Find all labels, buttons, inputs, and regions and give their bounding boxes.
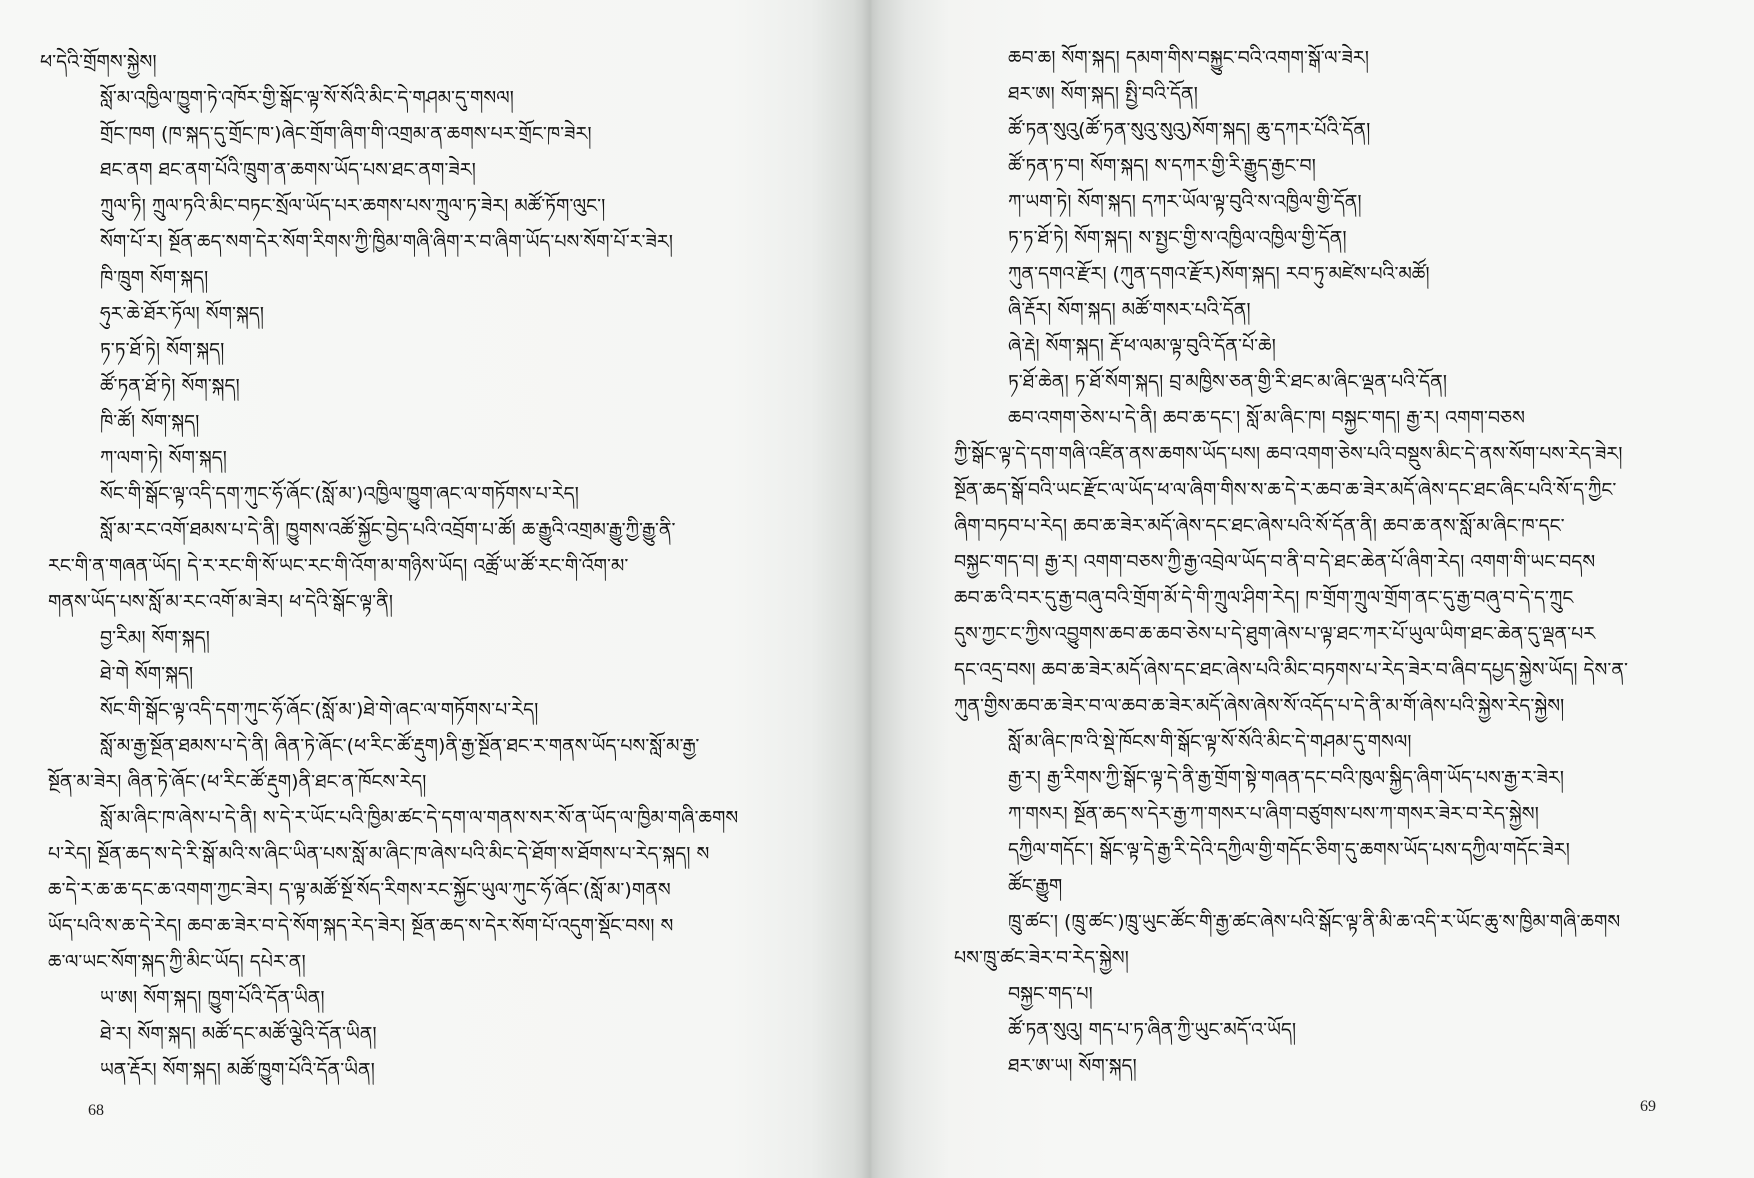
text-line: དཀྱིལ་གདོང་། སྒོང་ལྟ་དེ་རྒྱ་རི་དེའི་དཀྱིལ་གྱི་གདོང་ཅིག་དུ་ཆགས་ཡོད་པས་དཀྱིལ་གདོང་ཟེར།	[1008, 839, 1570, 861]
text-line: སོང་གི་སྒོང་ལྟ་འདི་དག་ཀུང་ཧོ་ཞོང་(སློ་མ་)འཁྱིལ་ཁྱུག་ཞང་ལ་གཏོགས་པ་རེད།	[100, 483, 579, 505]
text-line: ཆ་ལ་ཡང་སོག་སྐད་ཀྱི་མིང་ཡོད། དཔེར་ན།	[48, 951, 306, 973]
text-line: ཐེ་གེ སོག་སྐད།	[100, 663, 194, 685]
text-line: ཚོ་ཏན་སུའུ། གད་པ་ཏ་ཞིན་ཀྱི་ཡུང་མདོ་འ་ཡོད།	[1008, 1019, 1297, 1041]
text-line: ཧུར་ཆེ་ཐོར་ཏོལ། སོག་སྐད།	[100, 303, 265, 325]
text-line: སློ་མ་ཞིང་ཁ་འི་སྡེ་ཁོངས་གི་སྒོང་ལྟ་སོ་སོའི་མིང་དེ་གཤམ་དུ་གསལ།	[1008, 731, 1412, 753]
text-line: ཏ་ཏ་ཐོ་ཏེ། སོག་སྐད།	[100, 339, 225, 361]
text-line: ཆབ་འགག་ཅེས་པ་དེ་ནི། ཆབ་ཆ་དང་། སློ་མ་ཞིང་ཁ། བསྐྱང་གད། རྒྱ་ར། འགག་བཅས	[1008, 407, 1525, 429]
text-line: ཐང་ནག ཐང་ནག་པོའི་ཁྲུག་ན་ཆགས་ཡོད་པས་ཐང་ནག་ཟེར།	[100, 159, 476, 181]
text-line: སྔོན་ཆད་སྒོ་བའི་ཡང་རྫོང་ལ་ཡོད་ཕ་ལ་ཞིག་གིས་ས་ཆ་དེ་ར་ཆབ་ཆ་ཟེར་མདོ་ཞེས་དང་ཐང་ཞིང་པའི་སོ་ད་ཀྱིང་	[954, 479, 1617, 501]
text-line: ཀ་ལག་ཏེ། སོག་སྐད།	[100, 447, 227, 469]
text-line: སློ་མ་འཁྱིལ་ཁྱུག་ཏེ་འཁོར་གྱི་སྒོང་ལྟ་སོ་སོའི་མིང་དེ་གཤམ་དུ་གསལ།	[100, 87, 514, 109]
right-page	[880, 0, 1754, 1178]
text-line: སོག་པོ་ར། སྔོན་ཆད་སག་དེར་སོག་རིགས་ཀྱི་ཁྱིམ་གཞི་ཞིག་ར་བ་ཞིག་ཡོད་པས་སོག་པོ་ར་ཟེར།	[100, 231, 673, 253]
text-line: བསྐྱང་གད་པ།	[1008, 983, 1093, 1005]
text-line: ཞེ་རྡེ། སོག་སྐད། རྡོ་ཕ་ལམ་ལྟ་བུའི་དོན་པོ་ཆེ།	[1008, 335, 1276, 357]
book-gutter	[862, 0, 880, 1178]
text-line: ཚོ་ཏན་ཏ་བ། སོག་སྐད། ས་དཀར་གྱི་རི་རྒྱུད་རྒྱང་བ།	[1008, 155, 1316, 177]
text-line: ཆབ་ཆ། སོག་སྐད། དམག་གིས་བསྐྱུང་བའི་འགག་སྒོ་ལ་ཟེར།	[1008, 47, 1369, 69]
text-line: ཞི་རྡོར། སོག་སྐད། མཚོ་གསར་པའི་དོན།	[1008, 299, 1251, 321]
text-line: སྔོན་མ་ཟེར། ཞིན་ཏེ་ཞོང་(ཕ་རིང་ཚོ་རྡུག)ནི་ཐང་ན་ཁོངས་རེད།	[48, 771, 427, 793]
text-line: ཀྱི་སྒོང་ལྟ་དེ་དག་གཞི་འཛིན་ནས་ཆགས་ཡོད་པས། ཆབ་འགག་ཅེས་པའི་བསྡུས་མིང་དེ་ནས་སོག་པས་རེད་ཟེར།	[954, 443, 1623, 465]
text-line: ཏ་ཐོ་ཆེན། ཏ་ཐོ་སོག་སྐད། བྲ་མཁྱིས་ཅན་གྱི་རི་ཐང་མ་ཞིང་ལྡན་པའི་དོན།	[1008, 371, 1448, 393]
text-line: རང་གི་ན་གཞན་ཡོད། དེ་ར་རང་གི་སོ་ཡང་རང་གི་འོག་མ་གཉིས་ཡོད། འཚྲོ་ཡ་ཚོ་རང་གི་འོག་མ་	[48, 555, 629, 577]
text-line: ཡན་རྡོར། སོག་སྐད། མཚོ་ཁྱུག་པོའི་དོན་ཡིན།	[100, 1059, 375, 1081]
text-line: སློ་མ་རྒྱ་སྔོན་ཐམས་པ་དེ་ནི། ཞིན་ཏེ་ཞོང་(ཕ་རིང་ཚོ་རྡུག)ནི་རྒྱ་སྔོན་ཐང་ར་གནས་ཡོད་པས་སློ་མ་རྒྱ་	[100, 735, 700, 757]
text-line: ཀྲུལ་ཏི། ཀྲུལ་ཏའི་མིང་བཏང་སྲོལ་ཡོད་པར་ཆགས་པས་ཀྲུལ་ཏ་ཟེར། མཚོ་ཏོག་ལུང་།	[100, 195, 606, 217]
text-line: ཁི་ཚོ། སོག་སྐད།	[100, 411, 200, 433]
text-line: ཁྲུ་ཚང་། (ཁྲུ་ཚང་)ཁྲུ་ཡུང་ཚོང་གི་རྒྱ་ཚང་ཞེས་པའི་སྒོང་ལྟ་ནི་མི་ཆ་འདི་ར་ཡོང་ཆུ་ས་ཁྱིམ་གཞི་ཆགས	[1008, 911, 1621, 933]
text-line: ཐེ་ར། སོག་སྐད། མཚོ་དང་མཚོ་ལྕེའི་དོན་ཡིན།	[100, 1023, 377, 1045]
text-line: སོང་གི་སྒོང་ལྟ་འདི་དག་ཀུང་ཧོ་ཞོང་(སློ་མ་)ཐེ་གེ་ཞང་ལ་གཏོགས་པ་རེད།	[100, 699, 539, 721]
text-line: གྲོང་ཁག (ཁ་སྐད་དུ་གྲོང་ཁ་)ཞེང་གྲོག་ཞིག་གི་འགྲམ་ན་ཆགས་པར་གྲོང་ཁ་ཟེར།	[100, 123, 592, 145]
text-line: ཡ་ཨ། སོག་སྐད། ཁྱུག་པོའི་དོན་ཡིན།	[100, 987, 325, 1009]
text-line: ཀུན་གྱིས་ཆབ་ཆ་ཟེར་བ་ལ་ཆབ་ཆ་ཟེར་མདོ་ཞེས་ཞེས་སོ་འདོད་པ་དེ་ནི་མ་གོ་ཞེས་པའི་སྐྱེས་རེད་སྐྱེས།	[954, 695, 1565, 717]
text-line: ཀུན་དགའ་རྫོར། (ཀུན་དགའ་རྫོར)སོག་སྐད། རབ་ཏུ་མཛེས་པའི་མཚོ།	[1008, 263, 1430, 285]
page-number-right: 69	[1640, 1098, 1656, 1115]
text-line: ཡོད་པའི་ས་ཆ་དེ་རེད། ཆབ་ཆ་ཟེར་བ་དེ་སོག་སྐད་རེད་ཟེར། སྔོན་ཆད་ས་དེར་སོག་པོ་འདུག་སྡོང་བས། ས	[48, 915, 674, 937]
text-line: ཚོ་ཏན་ཐོ་ཏེ། སོག་སྐད།	[100, 375, 240, 397]
text-line: ཆབ་ཆ་འི་བར་དུ་རྒྱ་བཞུ་བའི་གྲོག་མོ་དེ་གི་ཀྲུལ་ཤིག་རེད། ཁ་གྲོག་ཀྲུལ་གྲོག་ནང་དུ་རྒྱ་བཞུ་བ་དེ་ད་ཀྲུང	[954, 587, 1574, 609]
text-line: ཏ་ཏ་ཐོ་ཏེ། སོག་སྐད། ས་སྤྱང་གྱི་ས་འཁྱིལ་འཁྱིལ་གྱི་དོན།	[1008, 227, 1347, 249]
text-line: ཚོང་རྒྱུག	[1008, 875, 1063, 897]
text-line: ཁི་ཁྲུག སོག་སྐད།	[100, 267, 209, 289]
text-line: ཐར་ཨ་ཡ། སོག་སྐད།	[1008, 1055, 1137, 1077]
left-page	[0, 0, 862, 1178]
text-line: དང་འདྲ་བས། ཆབ་ཆ་ཟེར་མདོ་ཞེས་དང་ཐང་ཞེས་པའི་མིང་བཏགས་པ་རེད་ཟེར་བ་ཞིབ་དཔྱད་སྐྱེས་ཡོད། དེས་ན་	[954, 659, 1629, 681]
text-line: ཆ་དེ་ར་ཆ་ཆ་དང་ཆ་འགག་ཀྱང་ཟེར། ད་ལྟ་མཚོ་སྔོ་སོད་རིགས་རང་སྐྱོང་ཡུལ་ཀུང་ཧོ་ཞོང་(སློ་མ་)གནས	[48, 879, 671, 901]
text-line: ཀ་གསར། སྔོན་ཆད་ས་དེར་རྒྱ་ཀ་གསར་པ་ཞིག་བཙུགས་པས་ཀ་གསར་ཟེར་བ་རེད་སྐྱེས།	[1008, 803, 1539, 825]
text-line: རྒྱ་ར། རྒྱ་རིགས་ཀྱི་སྒོང་ལྟ་དེ་ནི་རྒྱ་གྲོག་སྟེ་གཞན་དང་བའི་ཁུལ་སྐྱིད་ཞིག་ཡོད་པས་རྒྱ་ར་ཟེར།	[1008, 767, 1564, 789]
text-line: སློ་མ་རང་འགོ་ཐམས་པ་དེ་ནི། ཁྱུགས་འཚོ་སྐྱོང་བྱེད་པའི་འབྲོག་པ་ཚོ། ཆ་རྒྱུའི་འགྲམ་རྒྱུ་ཀྱི་རྒྱུ་ནི་	[100, 519, 676, 541]
text-line: བྱ་རིམ། སོག་སྐད།	[100, 627, 210, 649]
text-line: ཐར་ཨ། སོག་སྐད། སྤྱི་བའི་དོན།	[1008, 83, 1198, 105]
text-line: སློ་མ་ཞིང་ཁ་ཞེས་པ་དེ་ནི། ས་དེ་ར་ཡོང་པའི་ཁྱིམ་ཚང་དེ་དག་ལ་གནས་སར་སོ་ན་ཡོད་ལ་ཁྱིམ་གཞི་ཆགས	[100, 807, 739, 829]
text-line: པས་ཁྲུ་ཚང་ཟེར་བ་རེད་སྐྱེས།	[954, 947, 1129, 969]
text-line: ཀ་ཡག་ཏེ། སོག་སྐད། དཀར་ཡོལ་ལྟ་བུའི་ས་འཁྱིལ་གྱི་དོན།	[1008, 191, 1362, 213]
text-line: ཞིག་བཏབ་པ་རེད། ཆབ་ཆ་ཟེར་མདོ་ཞེས་དང་ཐང་ཞེས་པའི་སོ་དོན་ནི། ཆབ་ཆ་ནས་སློ་མ་ཞིང་ཁ་དང་	[954, 515, 1565, 537]
text-line: ཕ་དེའི་གྲོགས་སྐྱེས།	[40, 51, 157, 73]
text-line: དུས་ཀྱང་ང་ཀྱིས་འབྱུགས་ཆབ་ཆ་ཆབ་ཅེས་པ་དེ་ཐུག་ཞེས་པ་ལྟ་ཐང་ཀར་པོ་ཡུལ་ཡིག་ཐང་ཆེན་དུ་ལྡན་པར	[954, 623, 1596, 645]
text-line: གནས་ཡོད་པས་སློ་མ་རང་འགོ་མ་ཟེར། ཕ་དེའི་སྒོང་ལྟ་ནི།	[48, 591, 394, 613]
text-line: བསྐྱང་གད་བ། རྒྱ་ར། འགག་བཅས་ཀྱི་རྒྱ་འབྲེལ་ཡོད་བ་ནི་བ་དེ་ཐང་ཆེན་པོ་ཞིག་རེད། འགག་གི་ཡང་བདས	[954, 551, 1596, 573]
text-line: ཚོ་ཏན་སུའུ(ཚོ་ཏན་སུའུ་སུའུ)སོག་སྐད། ཆུ་དཀར་པོའི་དོན།	[1008, 119, 1371, 141]
text-line: པ་རེད། སྔོན་ཆད་ས་དེ་རི་སྒོ་མའི་ས་ཞིང་ཡིན་པས་སློ་མ་ཞིང་ཁ་ཞེས་པའི་མིང་དེ་ཐོག་ས་ཐོགས་པ་རེད་སྐད། ས	[48, 843, 710, 865]
page-number-left: 68	[88, 1102, 104, 1119]
